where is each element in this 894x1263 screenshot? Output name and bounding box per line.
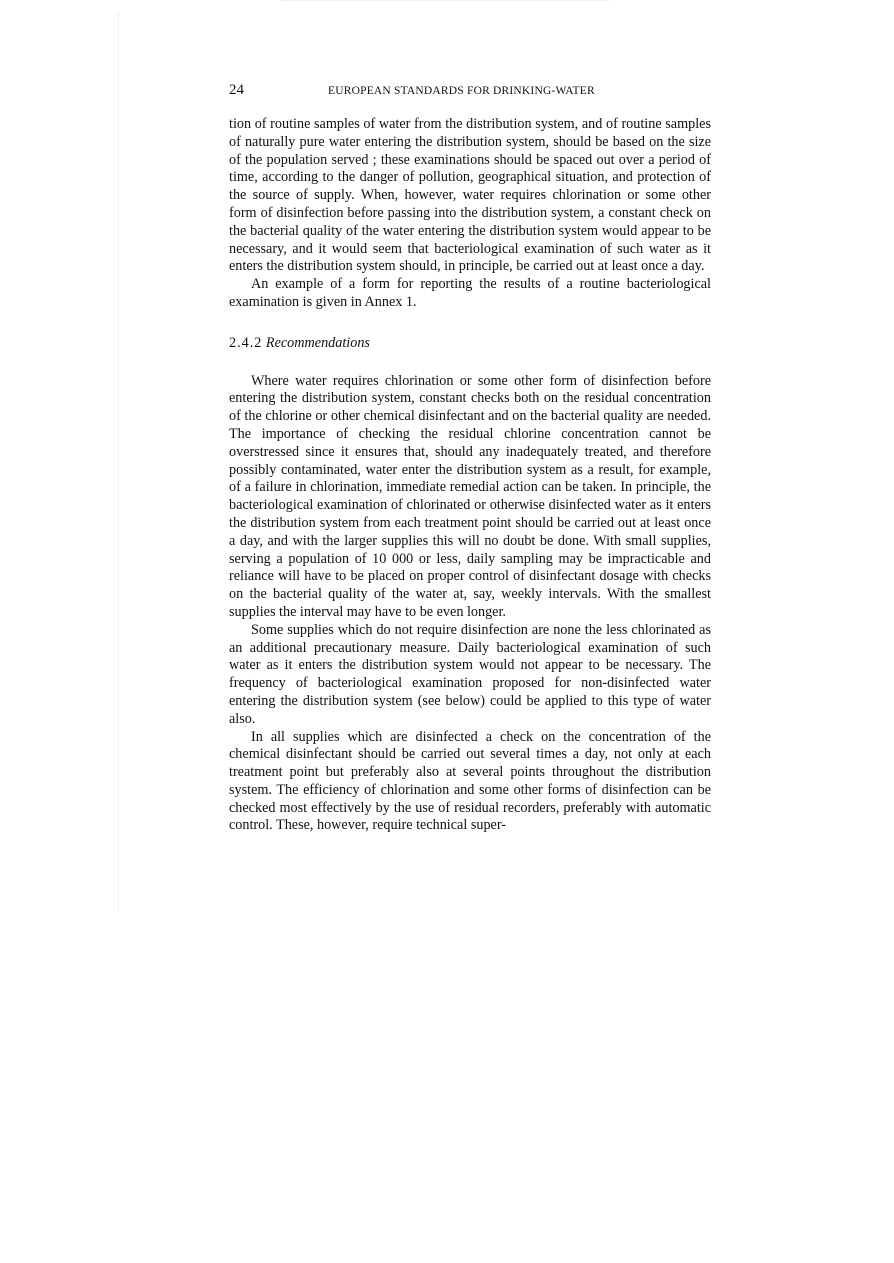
body-text: [229, 116, 711, 835]
paragraph: An example of a form for reporting the results of a routine bacteriological examination is given in Annex 1.: [229, 276, 711, 310]
running-title: EUROPEAN STANDARDS FOR DRINKING-WATER: [328, 85, 595, 97]
paragraph: In all supplies which are disinfected a check on the concentration of the chemical disinfectant should be carried out several times a day, not only at each treatment point but preferably also at several points throughout the distribution system. The efficiency of chlorination and some other forms of disinfection can be checked most effectively by the use of residual recorders, preferably with automatic control. These, however, require technical super-: [229, 728, 711, 834]
section-heading: [229, 335, 711, 353]
page-header: [229, 82, 711, 102]
section-title: Recommendations: [265, 334, 370, 351]
paragraph: tion of routine samples of water from the distribution system, and of routine samples of naturally pure water entering the distribution system, should be based on the size of the population served ; these examinations should be spaced out over a period of time, according to the danger of pollution, geographical situation, and protection of the source of supply. When, however, water requires chlorination or some other form of disinfection before passing into the distribution system, a constant check on the bacterial quality of the water entering the distribution system would appear to be necessary, and it would seem that bacteriological examination of such water as it enters the distribution system should, in principle, be carried out at least once a day.: [229, 116, 711, 275]
paragraph: Some supplies which do not require disinfection are none the less chlorinated as an additional precautionary measure. Daily bacteriological examination of such water as it enters the distribution system would not appear to be necessary. The frequency of bacteriological examination proposed for non-disinfected water entering the distribution system (see below) could be applied to this type of water also.: [229, 621, 711, 727]
scan-artifact-margin: [118, 12, 123, 912]
page-number: 24: [229, 82, 244, 98]
section-number: 2.4.2: [229, 334, 263, 351]
paragraph: Where water requires chlorination or some other form of disinfection before entering the distribution system, constant checks both on the residual concentration of the chlorine or other chemical disinfectant and on the bacterial quality are needed. The importance of checking the residual chlorine concentration cannot be overstressed since it ensures that, should any inadequately treated, and therefore possibly contaminated, water enter the distribution system as a result, for example, of a failure in chlorination, immediate remedial action can be taken. In principle, the bacteriological examination of chlorinated or otherwise disinfected water as it enters the distribution system from each treatment point should be carried out at least once a day, and with the larger supplies this will no doubt be done. With small supplies, serving a population of 10 000 or less, daily sampling may be impracticable and reliance will have to be placed on proper control of disinfectant dosage with checks on the bacterial quality of the water at, say, weekly intervals. With the smallest supplies the interval may have to be even longer.: [229, 372, 711, 620]
scan-artifact-top: [280, 0, 610, 7]
